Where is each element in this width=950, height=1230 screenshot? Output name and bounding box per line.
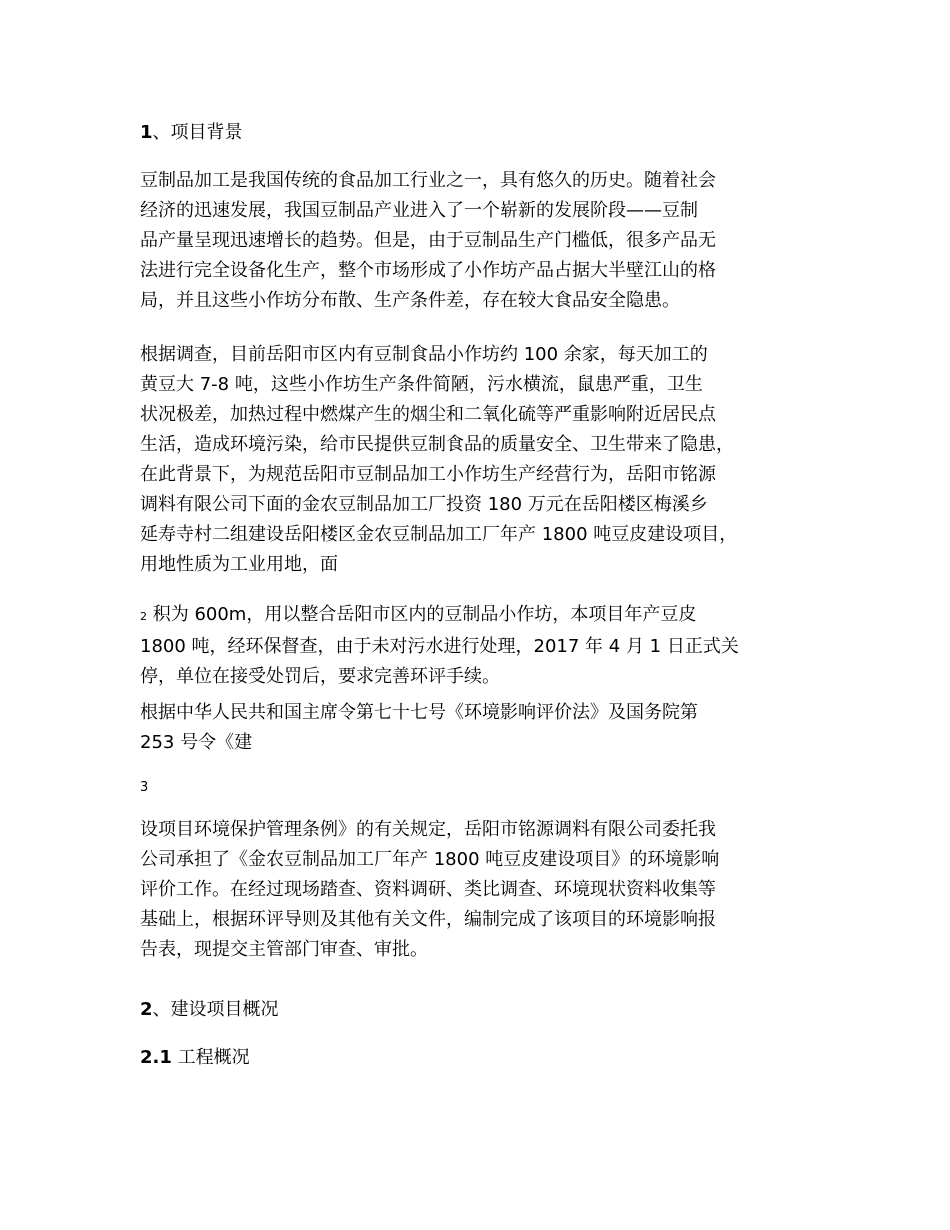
paragraph-survey [140, 340, 737, 580]
paragraph-commission [140, 815, 719, 965]
text-line: 生活，造成环境污染，给市民提供豆制食品的质量安全、卫生带来了隐患， [140, 434, 734, 455]
text-line: 品产量呈现迅速增长的趋势。但是，由于豆制品生产门槛低，很多产品无 [140, 230, 716, 251]
text-line: 局，并且这些小作坊分布散、生产条件差，存在较大食品安全隐患。 [140, 290, 680, 311]
text-line: 用地性质为工业用地，面 [140, 554, 338, 575]
paragraph-background [140, 166, 716, 316]
paragraph-law [140, 698, 698, 758]
text-line: 253 号令《建 [140, 732, 253, 753]
section-title: 、建设项目概况 [152, 999, 279, 1020]
section-heading-1 [140, 118, 243, 148]
paragraph-area [140, 600, 739, 692]
text-line: 延寿寺村二组建设岳阳楼区金农豆制品加工厂年产 1800 吨豆皮建设项目， [140, 524, 738, 545]
text-line: 根据中华人民共和国主席令第七十七号《环境影响评价法》及国务院第 [140, 702, 698, 723]
text-line: 停，单位在接受处罚后，要求完善环评手续。 [140, 666, 500, 687]
text-line: 黄豆大 7-8 吨，这些小作坊生产条件简陋，污水横流，鼠患严重，卫生 [140, 374, 703, 395]
page-number: 3 [140, 780, 149, 795]
text-line: 设项目环境保护管理条例》的有关规定，岳阳市铭源调料有限公司委托我 [140, 819, 716, 840]
section-heading-2 [140, 995, 279, 1025]
text-line: 调料有限公司下面的金农豆制品加工厂投资 180 万元在岳阳楼区梅溪乡 [140, 494, 708, 515]
text-line: 基础上，根据环评导则及其他有关文件，编制完成了该项目的环境影响报 [140, 909, 716, 930]
section-title: 工程概况 [171, 1047, 250, 1068]
text-line: 法进行完全设备化生产，整个市场形成了小作坊产品占据大半壁江山的格 [140, 260, 716, 281]
section-number: 2 [140, 999, 153, 1020]
text-line: 状况极差，加热过程中燃煤产生的烟尘和二氧化硫等严重影响附近居民点 [140, 404, 716, 425]
text-span: 积为 600m，用以整合岳阳市区内的豆制品小作坊，本项目年产豆皮 [152, 604, 697, 625]
text-line: 在此背景下，为规范岳阳市豆制品加工小作坊生产经营行为，岳阳市铭源 [140, 464, 716, 485]
superscript-note: 2 [140, 610, 147, 623]
text-line: 公司承担了《金农豆制品加工厂年产 1800 吨豆皮建设项目》的环境影响 [140, 849, 720, 870]
text-line: 1800 吨，经环保督查，由于未对污水进行处理，2017 年 4 月 1 日正式关 [140, 636, 739, 657]
section-heading-2-1 [140, 1043, 250, 1073]
text-line: 经济的迅速发展，我国豆制品产业进入了一个崭新的发展阶段——豆制 [140, 200, 698, 221]
text-line: 评价工作。在经过现场踏查、资料调研、类比调查、环境现状资料收集等 [140, 879, 716, 900]
section-number: 1 [140, 122, 153, 143]
section-number: 2.1 [140, 1047, 172, 1068]
text-line: 豆制品加工是我国传统的食品加工行业之一，具有悠久的历史。随着社会 [140, 170, 716, 191]
text-line: 告表，现提交主管部门审查、审批。 [140, 939, 428, 960]
section-title: 、项目背景 [152, 122, 243, 143]
text-line [140, 600, 739, 632]
text-line: 根据调查，目前岳阳市区内有豆制食品小作坊约 100 余家，每天加工的 [140, 344, 708, 365]
